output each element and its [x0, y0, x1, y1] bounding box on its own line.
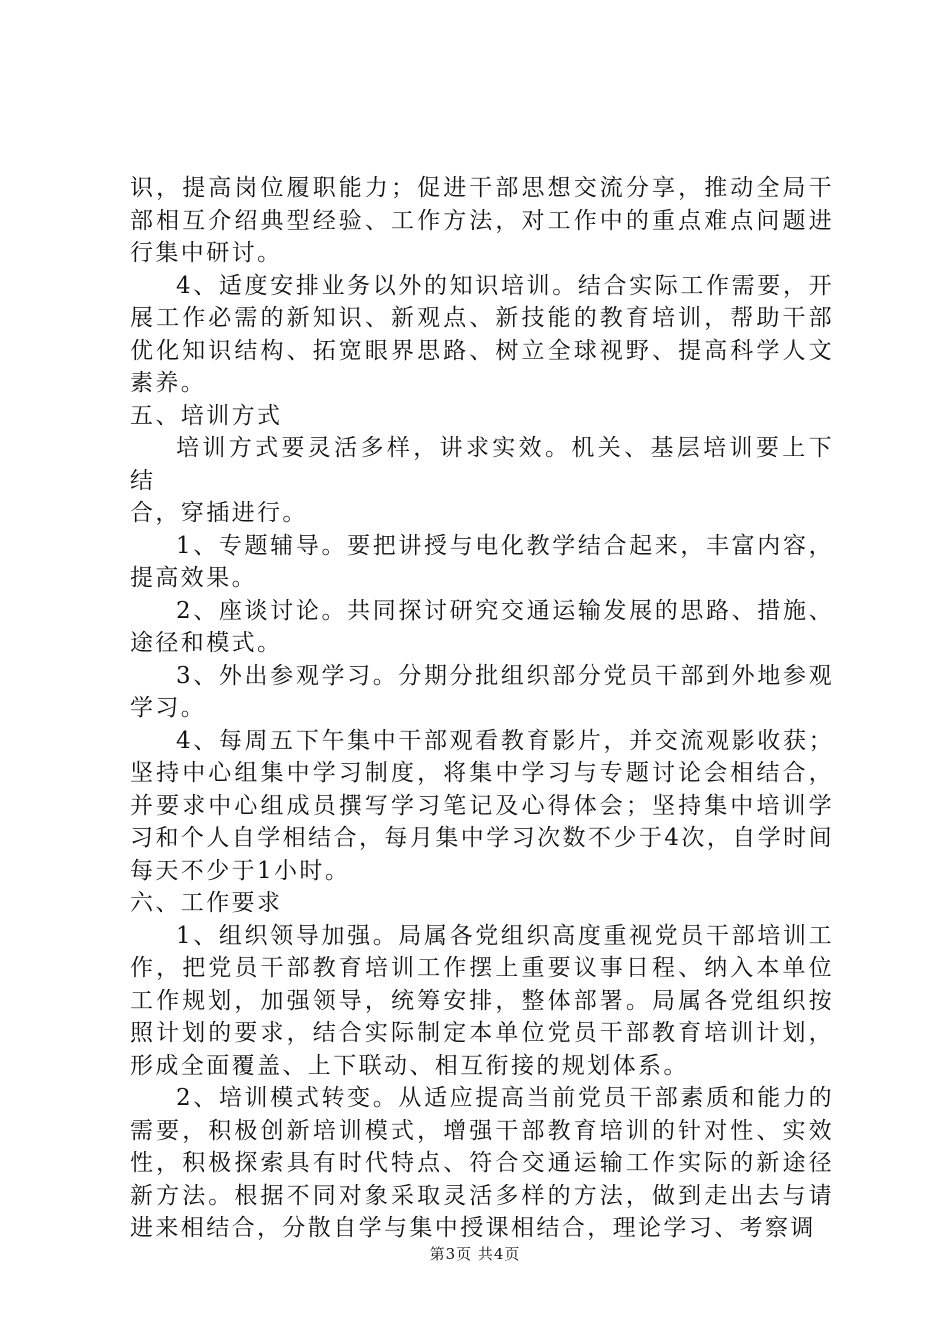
section-heading-training-methods: 五、培训方式	[130, 402, 283, 429]
paragraph-method-visit: 3、外出参观学习。分期分批组织部分党员干部到外地参观学习。	[130, 662, 834, 721]
paragraph-requirement-leadership: 1、组织领导加强。局属各党组织高度重视党员干部培训工作，把党员干部教育培训工作摆上重要议事日程、纳入本单位工作规划，加强领导，统筹安排，整体部署。局属各党组织按照计划的要求，结合实际制定本单位党员干部教育培训计划，形成全面覆盖、上下联动、相互衔接的规划体系。	[130, 922, 834, 1079]
paragraph-training-methods-intro: 培训方式要灵活多样，讲求实效。机关、基层培训要上下结	[130, 435, 834, 494]
paragraph-training-methods-intro-cont: 合，穿插进行。	[130, 500, 308, 526]
paragraph-knowledge-training: 4、适度安排业务以外的知识培训。结合实际工作需要，开展工作必需的新知识、新观点、新技能的教育培训，帮助干部优化知识结构、拓宽眼界思路、树立全球视野、提高科学人文素养。	[130, 272, 834, 396]
section-heading-work-requirements: 六、工作要求	[130, 890, 283, 916]
paragraph-method-discussion: 2、座谈讨论。共同探讨研究交通运输发展的思路、措施、途径和模式。	[130, 597, 834, 656]
paragraph-method-weekly: 4、每周五下午集中干部观看教育影片，并交流观影收获；坚持中心组集中学习制度，将集中学习与专题讨论会相结合，并要求中心组成员撰写学习笔记及心得体会；坚持集中培训学习和个人自学相结合，每月集中学习次数不少于4次，自学时间每天不少于1小时。	[130, 727, 834, 884]
document-body	[130, 172, 834, 1245]
paragraph-requirement-mode: 2、培训模式转变。从适应提高当前党员干部素质和能力的需要，积极创新培训模式，增强干部教育培训的针对性、实效性，积极探索具有时代特点、符合交通运输工作实际的新途径新方法。根据不同对象采取灵活多样的方法，做到走出去与请进来相结合，分散自学与集中授课相结合，理论学习、考察调	[130, 1085, 834, 1241]
paragraph-continuation: 识，提高岗位履职能力；促进干部思想交流分享，推动全局干部相互介绍典型经验、工作方法，对工作中的重点难点问题进行集中研讨。	[130, 175, 834, 266]
page-number-footer: 第3页 共4页	[429, 1245, 521, 1263]
paragraph-method-lecture: 1、专题辅导。要把讲授与电化教学结合起来，丰富内容，提高效果。	[130, 532, 834, 591]
